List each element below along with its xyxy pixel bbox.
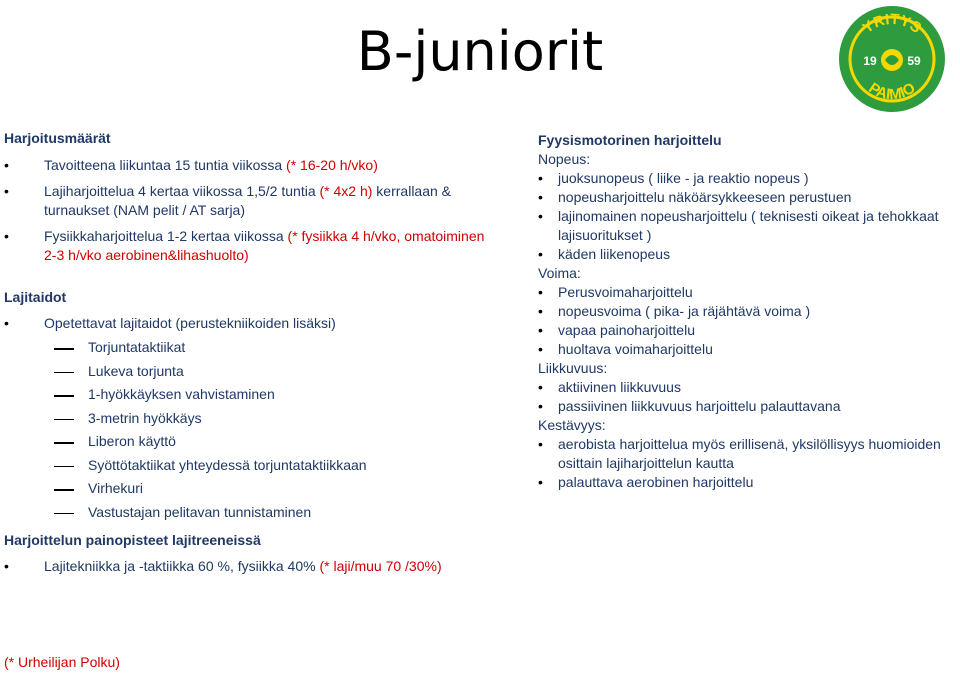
list-item: • passiivinen liikkuvuus harjoittelu palauttavana xyxy=(538,397,960,416)
footer-note: (* Urheilijan Polku) xyxy=(4,654,120,670)
heading-painopisteet: Harjoittelun painopisteet lajitreeneissä xyxy=(4,532,261,548)
list-item: • huoltava voimaharjoittelu xyxy=(538,340,960,359)
sub-list-item: Lukeva torjunta xyxy=(4,362,514,381)
list-item-continuation: 2-3 h/vko aerobinen&lihashuolto) xyxy=(44,247,249,263)
list-item-continuation: osittain lajiharjoittelun kautta xyxy=(558,455,734,471)
heading-fyysismotorinen: Fyysismotorinen harjoittelu xyxy=(538,132,722,148)
club-logo xyxy=(837,4,947,114)
right-column xyxy=(538,131,960,492)
sub-list-item: Liberon käyttö xyxy=(4,432,514,451)
list-item-continuation: turnaukset (NAM pelit / AT sarja) xyxy=(44,202,245,218)
list-item: • Perusvoimaharjoittelu xyxy=(538,283,960,302)
page-title: B-juniorit xyxy=(356,20,604,83)
logo-bottom-text: PAIMIO xyxy=(865,79,919,104)
list-item: • nopeusharjoittelu näköärsykkeeseen perustuen xyxy=(538,188,960,207)
list-item: • lajinomainen nopeusharjoittelu ( teknisesti oikeat ja tehokkaat xyxy=(538,207,960,226)
list-item: • Lajiharjoittelua 4 kertaa viikossa 1,5/2 tuntia (* 4x2 h) kerrallaan & xyxy=(4,182,514,201)
sub-list-item: Syöttötaktiikat yhteydessä torjuntataktiikkaan xyxy=(4,456,514,475)
group-label-liikkuvuus: Liikkuvuus: xyxy=(538,360,608,376)
list-item: • vapaa painoharjoittelu xyxy=(538,321,960,340)
list-item: • Fysiikkaharjoittelua 1-2 kertaa viikossa (* fysiikka 4 h/vko, omatoiminen xyxy=(4,227,514,246)
list-item: • Lajitekniikka ja -taktiikka 60 %, fysiikka 40% (* laji/muu 70 /30%) xyxy=(4,557,704,576)
sub-list-item: Torjuntataktiikat xyxy=(4,338,514,357)
heading-lajitaidot: Lajitaidot xyxy=(4,289,67,305)
group-label-voima: Voima: xyxy=(538,265,581,281)
logo-year-right: 59 xyxy=(907,54,921,68)
list-item: • käden liikenopeus xyxy=(538,245,960,264)
sub-list-item: 3-metrin hyökkäys xyxy=(4,409,514,428)
list-item-continuation: lajisuoritukset ) xyxy=(558,227,652,243)
list-item: • nopeusvoima ( pika- ja räjähtävä voima ) xyxy=(538,302,960,321)
list-item: • aktiivinen liikkuvuus xyxy=(538,378,960,397)
list-item: • juoksunopeus ( liike - ja reaktio nopeus ) xyxy=(538,169,960,188)
bottom-section xyxy=(4,531,704,576)
list-item: • aerobista harjoittelua myös erillisenä, yksilöllisyys huomioiden xyxy=(538,435,960,454)
logo-top-text: YRITYS xyxy=(859,10,925,37)
group-label-nopeus: Nopeus: xyxy=(538,151,591,167)
sub-list-item: Vastustajan pelitavan tunnistaminen xyxy=(4,503,514,522)
group-label-kestavyys: Kestävyys: xyxy=(538,417,606,433)
list-item: • Opetettavat lajitaidot (perustekniikoiden lisäksi) xyxy=(4,314,514,333)
heading-harjoitusmaarat: Harjoitusmäärät xyxy=(4,130,111,146)
list-item: • Tavoitteena liikuntaa 15 tuntia viikossa (* 16-20 h/vko) xyxy=(4,156,514,175)
list-item: • palauttava aerobinen harjoittelu xyxy=(538,473,960,492)
sub-list-item: 1-hyökkäyksen vahvistaminen xyxy=(4,385,514,404)
logo-year-left: 19 xyxy=(863,54,877,68)
left-column xyxy=(4,129,514,522)
sub-list-item: Virhekuri xyxy=(4,479,514,498)
